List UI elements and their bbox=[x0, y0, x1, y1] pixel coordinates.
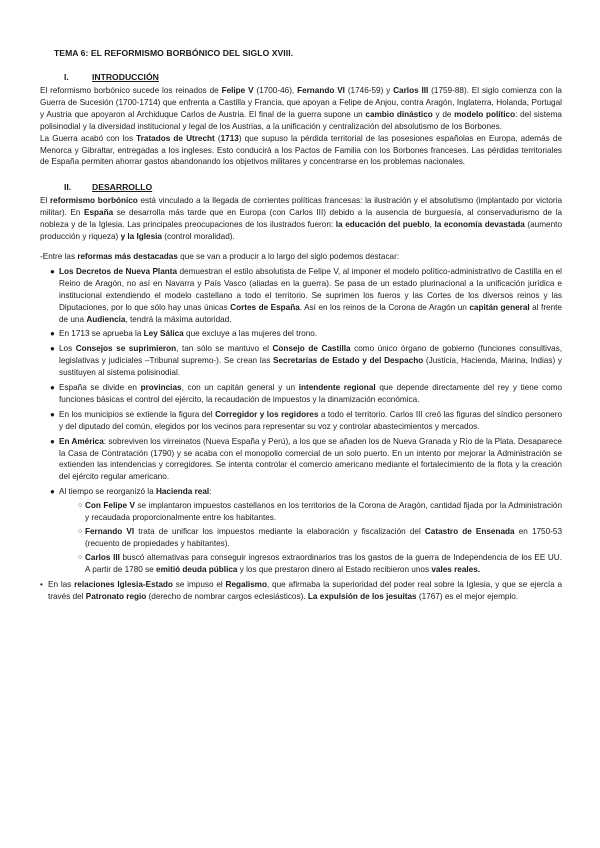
text: , bbox=[429, 220, 435, 230]
bold-text: Carlos III bbox=[393, 86, 429, 95]
bold-text: Consejo de Castilla bbox=[272, 344, 351, 354]
text: (1767) es el mejor ejemplo. bbox=[416, 591, 519, 601]
text: en 1750-53 (recuento de propiedades y habitantes). bbox=[85, 527, 562, 548]
sub-list-item bbox=[78, 500, 562, 524]
bullet-icon: • bbox=[40, 579, 43, 589]
list-item bbox=[50, 486, 562, 498]
bold-text: Con Felipe V bbox=[85, 501, 135, 511]
text: que se van a producir a lo largo del siglo podemos destacar: bbox=[177, 251, 400, 261]
list-item bbox=[50, 382, 562, 406]
reform-list bbox=[40, 266, 562, 576]
text: El bbox=[40, 196, 50, 206]
list-item bbox=[50, 409, 562, 433]
text: trata de unificar los impuestos mediante la elaboración y fiscalización del bbox=[134, 527, 425, 536]
bullet-icon: ● bbox=[50, 266, 55, 276]
document-title: TEMA 6: EL REFORMISMO BORBÓNICO DEL SIGLO XVIII. bbox=[54, 48, 294, 58]
section-heading-desarrollo bbox=[64, 182, 562, 192]
intro-paragraph-1 bbox=[40, 85, 562, 133]
bold-text: reformismo borbónico bbox=[50, 196, 138, 206]
bold-text: reformas más destacadas bbox=[77, 251, 178, 261]
text: se implantaron impuestos castellanos en los territorios de la Corona de Aragón, cantidad fijada por la Administración y recaudada proporcionalmente entre los habitantes. bbox=[85, 501, 562, 523]
bold-text: Secretarías de Estado y del Despacho bbox=[273, 356, 424, 366]
intro-paragraph-2 bbox=[40, 133, 562, 169]
bold-text: Corregidor y los regidores bbox=[215, 409, 319, 419]
bold-text: intendente regional bbox=[298, 383, 376, 393]
text: (derecho de nombrar cargos eclesiásticos). bbox=[146, 591, 308, 601]
bold-text: Ley Sálica bbox=[143, 329, 184, 339]
bold-text: Fernando VI bbox=[85, 527, 135, 536]
text: En los municipios se extiende la figura del bbox=[59, 409, 216, 419]
text: -Entre las bbox=[40, 251, 78, 261]
text: se desarrolla más tarde que en Europa (con Carlos III) debido a la ausencia de burguesía, al conservadurismo de la nobleza y de la Iglesia. Las principales preocupaciones de los ilustrados fueron: bbox=[40, 208, 562, 230]
text: España se divide en bbox=[59, 383, 141, 393]
bold-text: Carlos III bbox=[85, 552, 120, 562]
bold-text: 1713 bbox=[220, 133, 239, 143]
text: , tan sólo se mantuvo el bbox=[176, 344, 273, 354]
bold-text: la economía devastada bbox=[434, 220, 525, 230]
text: demuestran el estilo absolutista de Felipe V, al imponer el modelo político-administrativo de Castilla en el Reino de Aragón, no así en Navarra y País Vasco (aliadas en la guerra). Se pasa de un estado plurinacional a la unificación jurídica e institucional extendiendo el modelo castellano a todo el territorio. Se suprimen los fueros y las Cortes de los diversos reinos y las Diputaciones, por lo que sólo hay unas únicas bbox=[59, 266, 562, 312]
text: : bbox=[209, 487, 212, 497]
list-item-iglesia-estado bbox=[40, 579, 562, 603]
text: En las bbox=[48, 579, 75, 589]
text: al frente de una bbox=[59, 302, 562, 324]
text: está vinculado a la llegada de corrientes políticas francesas: la ilustración y el absolutismo (implantado por victoria militar). En bbox=[40, 196, 563, 218]
bold-text: Catastro de Ensenada bbox=[424, 527, 515, 536]
bold-text: cambio dinástico bbox=[365, 109, 433, 119]
bold-text: España bbox=[84, 208, 114, 218]
text: Los bbox=[59, 344, 76, 354]
text: En 1713 se aprueba la bbox=[59, 329, 144, 339]
bullet-icon: ● bbox=[50, 344, 55, 354]
bold-text: modelo político bbox=[454, 109, 516, 119]
bold-text: relaciones Iglesia-Estado bbox=[74, 579, 173, 589]
text: como único órgano de gobierno (funciones consultivas, legislativas y judiciales –Tribunal supremo-). Se crean las bbox=[59, 344, 563, 366]
text: que depende directamente del rey y tiene como funciones básicas el control del ejército, la recaudación de impuestos y la dinamización económica. bbox=[59, 383, 563, 404]
bold-text: Regalismo bbox=[225, 579, 267, 589]
text: y de bbox=[432, 109, 455, 119]
bold-text: En América bbox=[59, 436, 104, 446]
section-number: I. bbox=[64, 72, 69, 82]
bold-text: y la Iglesia bbox=[120, 232, 162, 242]
text: (1746-59) y bbox=[344, 86, 394, 95]
section-title: INTRODUCCIÓN bbox=[92, 72, 159, 82]
text: (control moralidad). bbox=[161, 232, 235, 242]
text: ( bbox=[214, 133, 221, 143]
document-page bbox=[40, 48, 562, 602]
text: El reformismo borbónico sucede los reinados de bbox=[40, 86, 222, 95]
bold-text: Patronato regio bbox=[85, 591, 147, 601]
text: a todo el territorio. Carlos III creó las figuras del síndico personero y del diputado del común, elegidos por los vecinos para representar su voz y controlar abastecimientos y mercados. bbox=[59, 409, 563, 431]
bullet-icon: ● bbox=[50, 487, 55, 497]
text: (1759-88). El siglo comienza con la Guerra de Sucesión (1700-1714) que enfrenta a Castilla y Francia, que apoyan a Felipe de Anjou, contra Aragón, Inglaterra, Holanda, Portugal y Austria que apoyaron al Archiduque Carlos de Austria. El final de la guerra supone un bbox=[40, 86, 562, 119]
list-item bbox=[50, 266, 562, 326]
text: (1700-46), bbox=[253, 86, 298, 95]
list-item bbox=[50, 343, 562, 379]
circle-bullet-icon: ○ bbox=[78, 502, 83, 510]
section-heading-introduccion bbox=[64, 72, 562, 82]
bold-text: La expulsión de los jesuitas bbox=[307, 591, 417, 601]
text: que excluye a las mujeres del trono. bbox=[183, 329, 318, 339]
section-title: DESARROLLO bbox=[92, 182, 153, 193]
bold-text: capitán general bbox=[469, 302, 530, 312]
bullet-icon: ● bbox=[50, 436, 55, 446]
text: La Guerra acabó con los bbox=[40, 133, 137, 143]
bold-text: Consejos se suprimieron bbox=[75, 344, 177, 354]
text: . Así en los reinos de la Corona de Aragón un bbox=[299, 302, 470, 312]
text: , tendrá la máxima autoridad. bbox=[125, 314, 232, 324]
text: se impuso el bbox=[172, 579, 226, 589]
list-item bbox=[50, 328, 562, 340]
section-number: II. bbox=[64, 182, 72, 193]
bullet-icon: ● bbox=[50, 383, 55, 393]
bold-text: Cortes de España bbox=[230, 302, 300, 312]
bullet-icon: ● bbox=[50, 409, 55, 419]
bold-text: Felipe V bbox=[221, 86, 254, 95]
list-item bbox=[50, 436, 562, 484]
text: ) que supuso la pérdida territorial de las posesiones españolas en Europa, además de Menorca y Gibraltar, entregadas a los ingleses. Esto conducirá a los Pactos de Familia con los Borbones franceses. Las pérdidas territoriales de España permiten ahorrar gastos abandonando los objetivos militares y concentrarse en los problemas nacionales. bbox=[40, 133, 563, 167]
bold-text: la educación del pueblo bbox=[335, 220, 430, 230]
text: y los que prestaron dinero al Estado recibieron unos bbox=[237, 564, 432, 574]
text: , que afirmaba la superioridad del poder real sobre la Iglesia, y que se ejercía a través del bbox=[48, 579, 563, 601]
bold-text: Audiencia bbox=[86, 314, 126, 324]
text: , con un capitán general y un bbox=[181, 383, 299, 393]
circle-bullet-icon: ○ bbox=[78, 553, 83, 561]
bold-text: Hacienda real bbox=[155, 487, 210, 497]
text: Al tiempo se reorganizó la bbox=[59, 487, 156, 497]
bold-text: Tratados de Utrecht bbox=[136, 133, 215, 143]
bold-text: vales reales. bbox=[431, 564, 481, 574]
desarrollo-paragraph-1 bbox=[40, 195, 562, 243]
bold-text: provincias bbox=[140, 383, 182, 393]
text: (Justicia, Hacienda, Marina, Indias) y sustituyen al sistema polisinodial. bbox=[59, 356, 562, 378]
bold-text: Los Decretos de Nueva Planta bbox=[59, 266, 178, 276]
text: (aumento producción y riqueza) bbox=[40, 220, 562, 242]
sub-list-item bbox=[78, 526, 562, 550]
bullet-icon: ● bbox=[50, 329, 55, 339]
circle-bullet-icon: ○ bbox=[78, 528, 83, 535]
bold-text: emitió deuda pública bbox=[156, 564, 238, 574]
text: : del sistema polisinodial y la diversidad institucional y legal de los Austrias, a la unificación y centralización del absolutismo de los Borbones. bbox=[40, 109, 562, 131]
text: : sobreviven los virreinatos (Nueva España y Perú), a los que se añaden los de Nueva Granada y Río de la Plata. Desaparece la Casa de Contratación (1790) y se acaba con el monopolio comercial de un solo puerto. En un intento por mejorar la Administración se extienden las intendencias y corregidores. Se intenta controlar el comercio americano mediante el fortalecimiento de la flota y la creación del ejército regular americano. bbox=[59, 436, 562, 482]
bold-text: Fernando VI bbox=[297, 86, 345, 95]
text: buscó alternativas para conseguir ingresos extraordinarios tras los gastos de la guerra de Independencia de los EE UU. A partir de 1780 se bbox=[85, 552, 562, 574]
sub-list-item bbox=[78, 552, 562, 576]
desarrollo-paragraph-2 bbox=[40, 251, 562, 263]
